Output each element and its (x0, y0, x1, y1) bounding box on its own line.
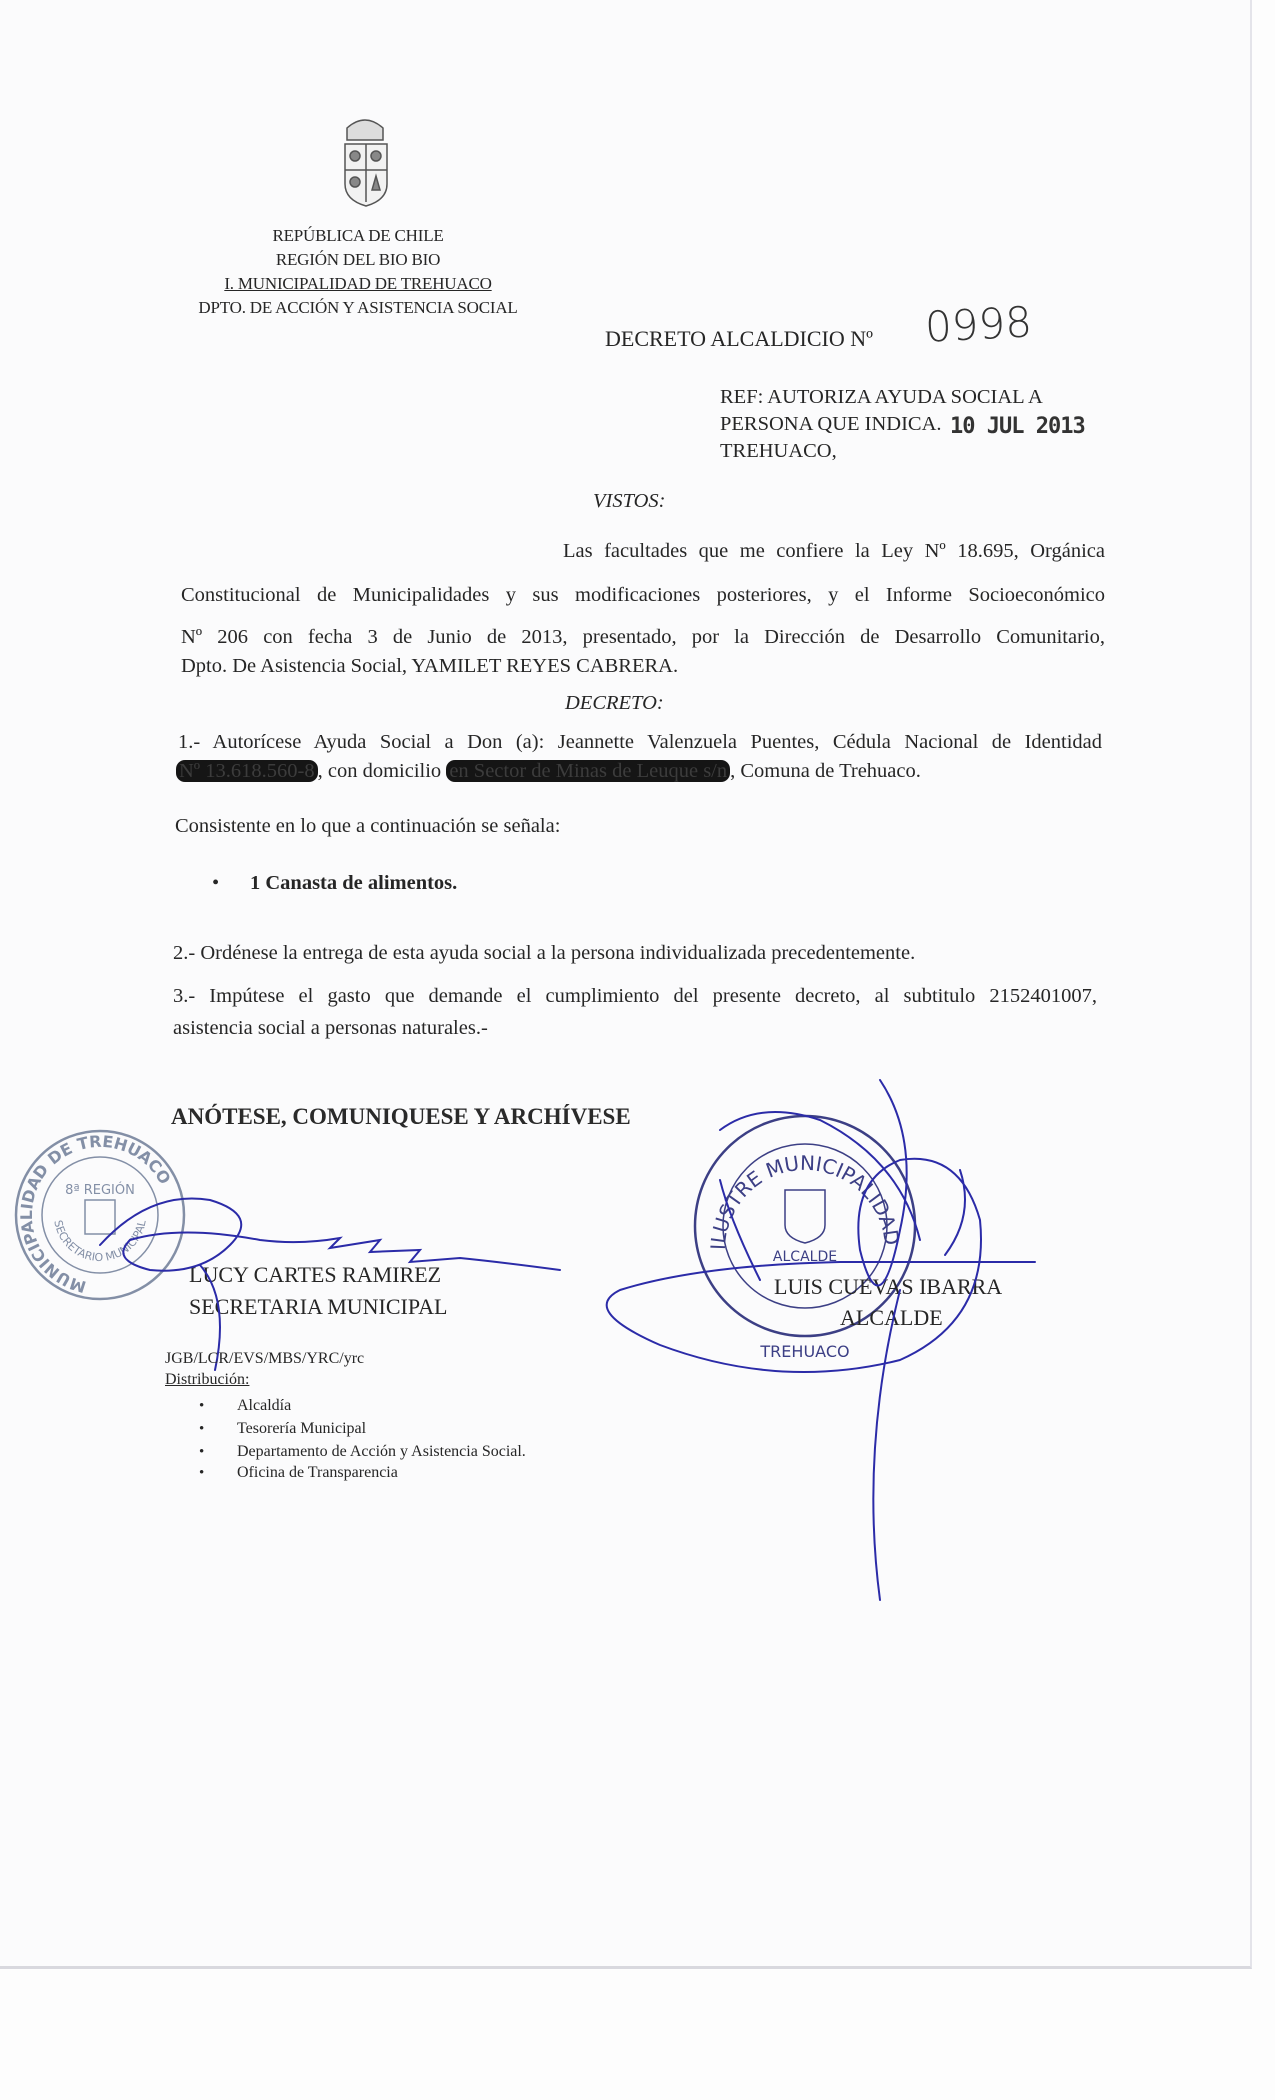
initials-reference: JGB/LCR/EVS/MBS/YRC/yrc (165, 1350, 365, 1367)
distribution-item: Departamento de Acción y Asistencia Social. (237, 1443, 526, 1460)
date-stamp: 10 JUL 2013 (950, 414, 1085, 439)
header-municipality: I. MUNICIPALIDAD DE TREHUACO (224, 274, 492, 293)
secretary-signature (100, 1198, 560, 1370)
vistos-line: Dpto. De Asistencia Social, YAMILET REYES CABRERA. (181, 655, 679, 677)
redacted-address: en Sector de Minas de Leuque s/n (446, 760, 730, 782)
vistos-line: Las facultades que me confiere la Ley Nº 18.695, Orgánica (563, 540, 1105, 562)
bullet-dot: • (199, 1398, 205, 1414)
decreto-item-3: 3.- Impútese el gasto que demande el cumplimiento del presente decreto, al subtitulo 2152401007, (173, 985, 1097, 1007)
ref-line-2: PERSONA QUE INDICA. (720, 413, 942, 435)
distribution-item: Tesorería Municipal (237, 1420, 367, 1437)
decreto-item-2: 2.- Ordénese la entrega de esta ayuda social a la persona individualizada precedentemente. (173, 942, 916, 964)
ref-line-1: REF: AUTORIZA AYUDA SOCIAL A (720, 386, 1043, 408)
header-region: REGIÓN DEL BIO BIO (275, 250, 441, 269)
bullet-item: 1 Canasta de alimentos. (250, 872, 458, 894)
left-signatory-title: SECRETARIA MUNICIPAL (189, 1294, 448, 1319)
right-signatory-name: LUIS CUEVAS IBARRA (774, 1274, 1003, 1299)
right-stamp-inner-text: ALCALDE (772, 1249, 838, 1265)
left-stamp-bottom-text: 8ª REGIÓN (65, 1183, 135, 1198)
left-stamp-inner-text: SECRETARIO MUNICIPAL (51, 1218, 149, 1265)
header-country: REPÚBLICA DE CHILE (272, 226, 444, 245)
vistos-line: Constitucional de Municipalidades y sus modificaciones posteriores, y el Informe Socioeconómico (181, 584, 1105, 606)
decreto-item-1: 1.- Autorícese Ayuda Social a Don (a): Jeannette Valenzuela Puentes, Cédula Nacional de Identidad (178, 731, 1102, 753)
left-stamp-ring-text: MUNICIPALIDAD DE TREHUACO (17, 1131, 175, 1297)
header-department: DPTO. DE ACCIÓN Y ASISTENCIA SOCIAL (198, 298, 518, 317)
vistos-line: Nº 206 con fecha 3 de Junio de 2013, presentado, por la Dirección de Desarrollo Comunitario, (181, 626, 1105, 648)
decreto-item-3-cont: asistencia social a personas naturales.- (173, 1017, 488, 1039)
left-signatory-name: LUCY CARTES RAMIREZ (189, 1262, 442, 1287)
closing-formula: ANÓTESE, COMUNIQUESE Y ARCHÍVESE (171, 1104, 631, 1129)
decree-number-handwritten: 0998 (923, 297, 1034, 352)
redacted-id: Nº 13.618.560-8 (176, 760, 318, 782)
mayor-signature (607, 1080, 1035, 1600)
decree-title: DECRETO ALCALDICIO Nº (605, 326, 873, 351)
consistente-text: Consistente en lo que a continuación se señala: (175, 815, 561, 837)
bullet-dot: • (199, 1444, 205, 1460)
right-signatory-title: ALCALDE (840, 1305, 943, 1330)
ref-line-3: TREHUACO, (720, 440, 837, 462)
decreto-heading: DECRETO: (565, 692, 664, 714)
bullet-dot: • (199, 1421, 205, 1437)
distribution-item: Alcaldía (237, 1397, 292, 1414)
bullet-dot: • (199, 1465, 205, 1481)
distribution-item: Oficina de Transparencia (237, 1464, 398, 1481)
distribution-label: Distribución: (165, 1371, 250, 1388)
right-stamp-bottom-text: TREHUACO (760, 1342, 850, 1361)
decreto-item-1-cont: Nº 13.618.560-8 , con domicilio en Sector de Minas de Leuque s/n , Comuna de Trehuaco. (176, 760, 921, 783)
bullet-dot: • (212, 872, 220, 894)
right-stamp-ring-text: ILUSTRE MUNICIPALIDAD (705, 1150, 905, 1251)
vistos-heading: VISTOS: (593, 490, 666, 512)
